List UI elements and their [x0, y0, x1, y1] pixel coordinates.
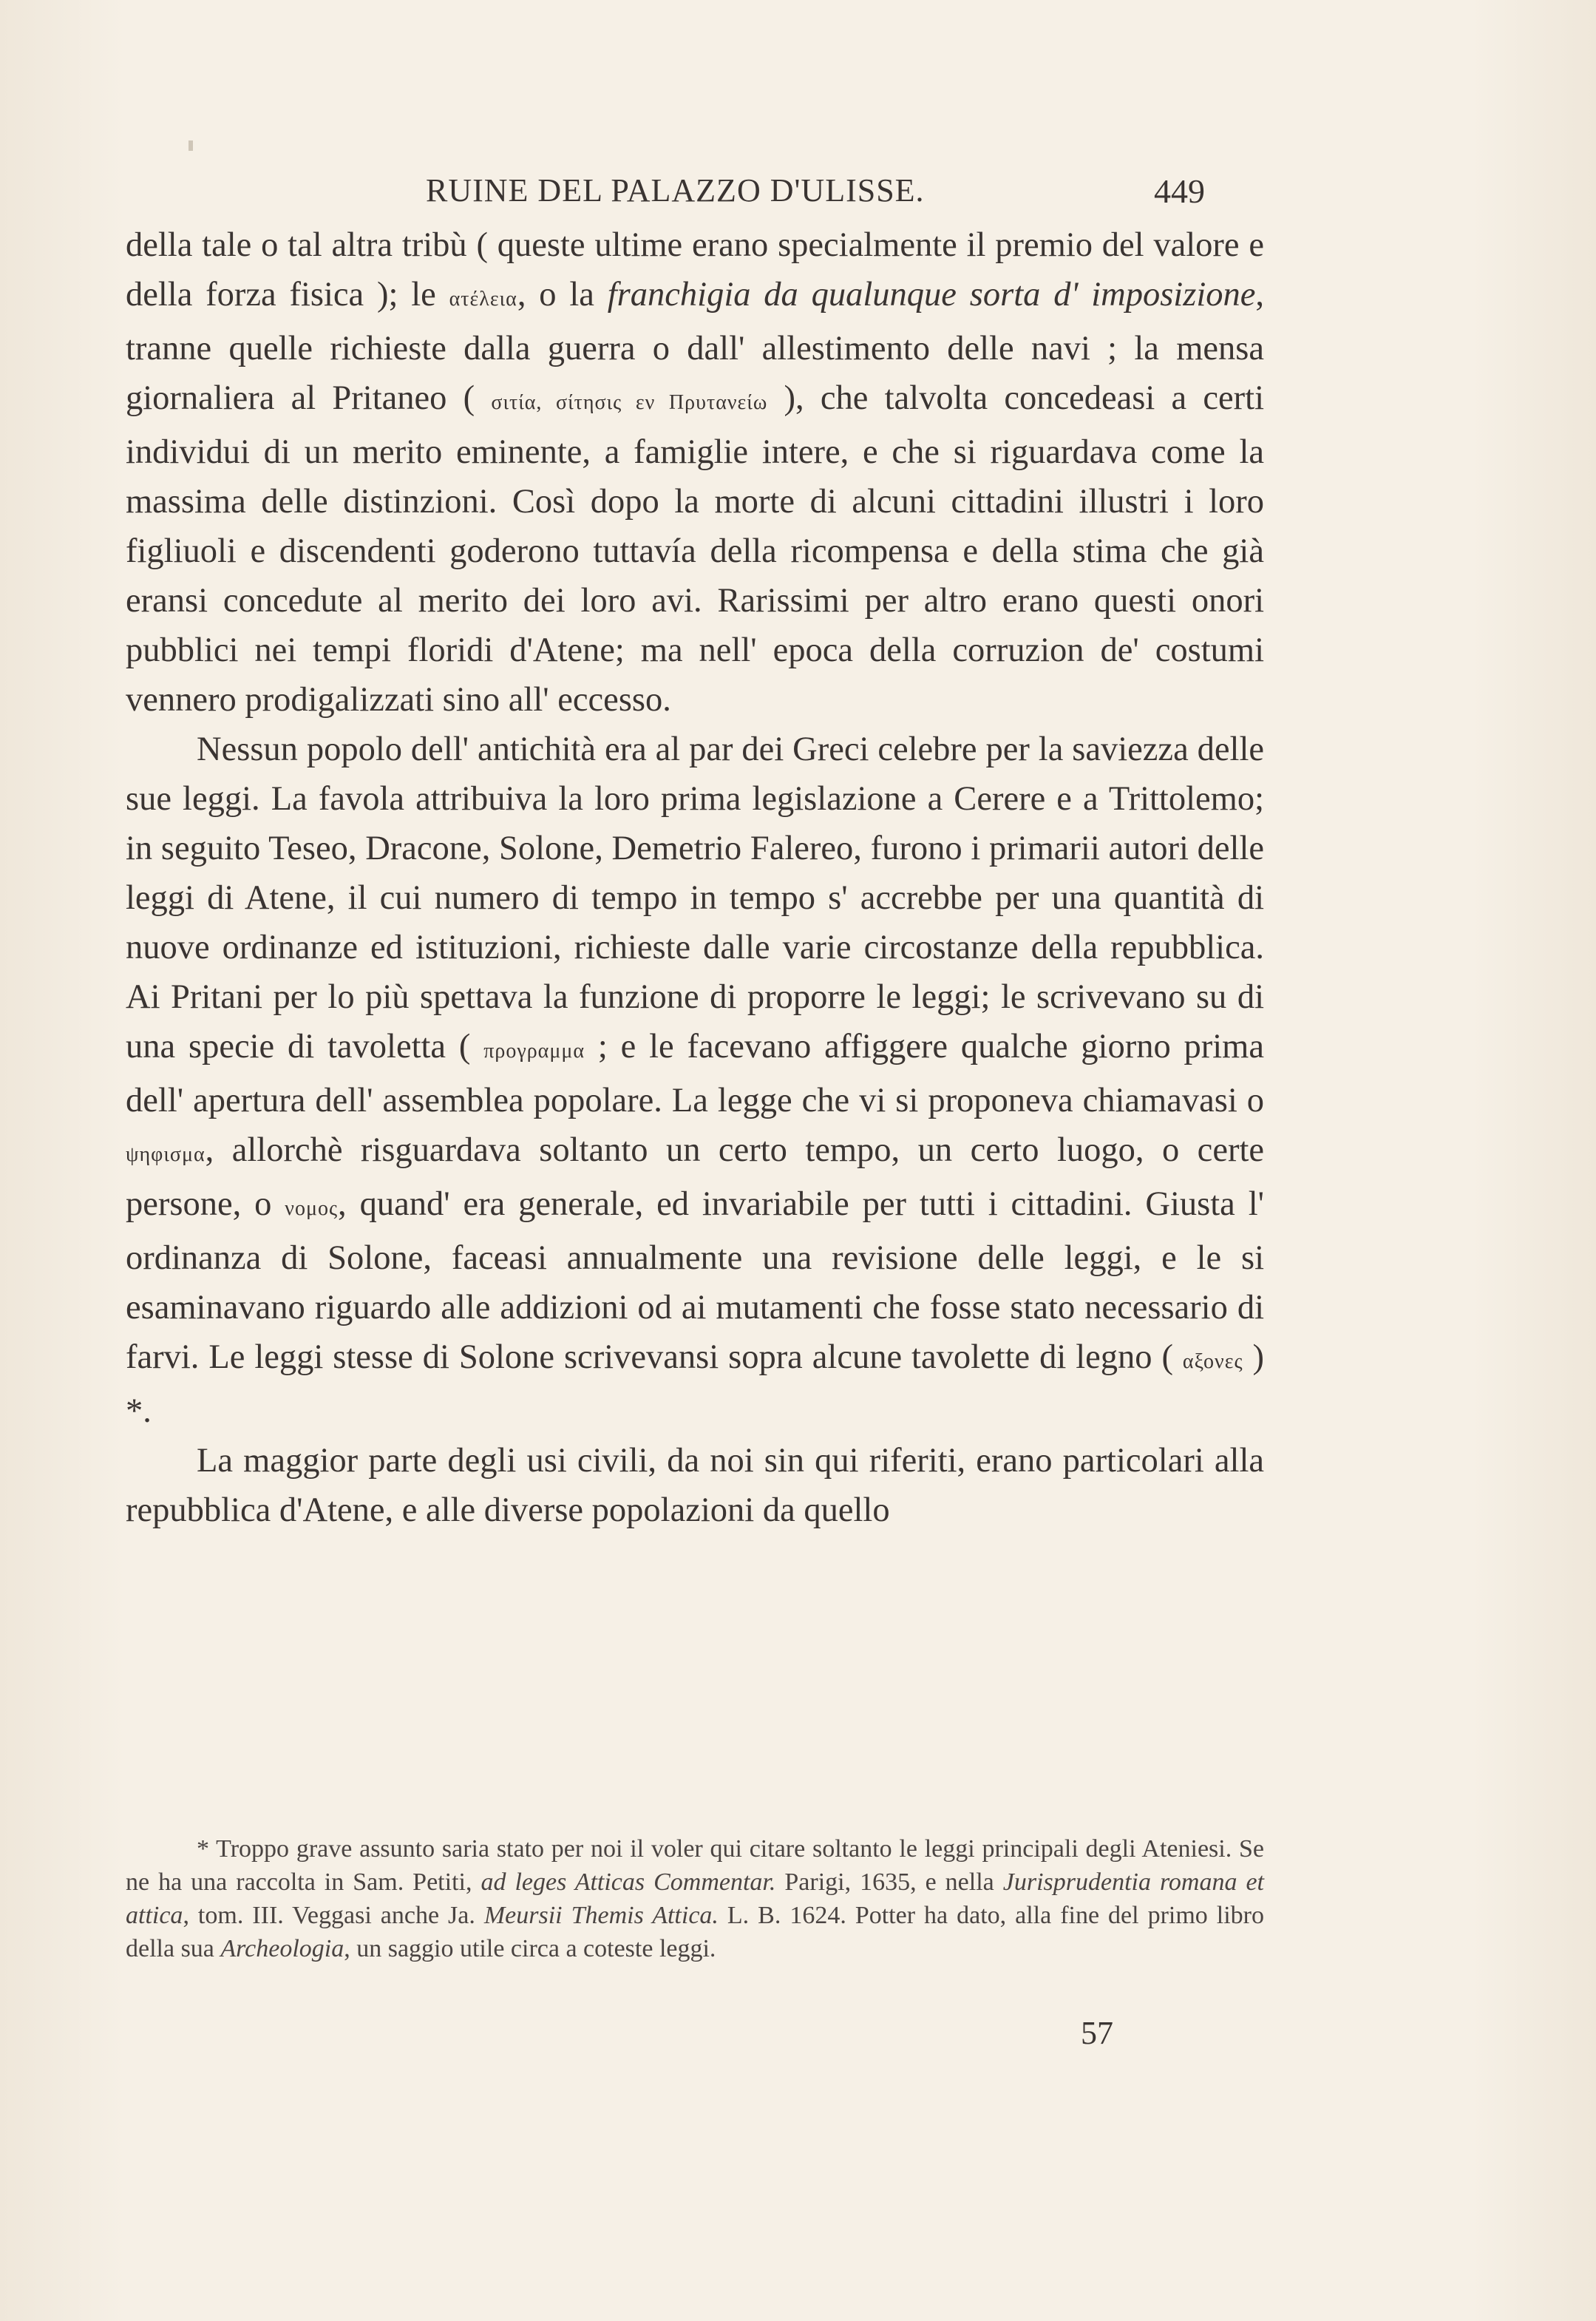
page-number: 449: [1154, 172, 1205, 210]
greek-term: ατέλεια: [449, 288, 517, 311]
italic-title: Archeologia: [220, 1935, 344, 1962]
italic-term: franchigia da qualunque sorta d' imposizione: [607, 276, 1256, 314]
greek-term: προγραμμα: [483, 1040, 585, 1063]
text-run: , o la: [517, 276, 608, 314]
greek-term: νομος: [285, 1197, 339, 1220]
text-run: ; e le facevano affiggere qualche giorno prima dell' apertura dell' assemblea popolare. La legge che vi si proponeva chiamavasi o: [126, 1028, 1264, 1119]
text-run: ), che talvolta concedeasi a certi individui di un merito eminente, a famiglie intere, e che si riguardava come la massima delle distinzioni. Così dopo la morte di alcuni cittadini illustri i loro figliuoli e discendenti goderono tuttavía della ricompensa e della stima che già eransi concedute al merito dei loro avi. Rarissimi per altro erano questi onori pubblici nei tempi floridi d'Atene; ma nell' epoca della corruzion de' costumi vennero prodigalizzati sino all' eccesso.: [126, 379, 1264, 719]
text-run: della tale o tal altra tribù ( queste ultime erano specialmente il premio del valore e della forza fisica ); le: [126, 226, 1264, 314]
text-run: Nessun popolo dell' antichità era al par dei Greci celebre per la saviezza delle sue leggi. La favola attribuiva la loro prima legislazione a Cerere e a Trittolemo; in seguito Teseo, Dracone, Solone, Demetrio Falereo, furono i primarii autori delle leggi di Atene, il cui numero di tempo in tempo s' accrebbe per una quantità di nuove ordinanze ed istituzioni, richieste dalle varie circostanze della repubblica. Ai Pritani per lo più spettava la funzione di proporre le leggi; le scrivevano su di una specie di tavoletta (: [126, 731, 1264, 1065]
text-run: , tom. III. Veggasi anche Ja.: [183, 1902, 484, 1929]
text-run: , tranne quelle richieste dalla guerra o dall' allestimento delle navi ; la mensa giornaliera al Pritaneo (: [126, 276, 1264, 417]
body-text: [126, 220, 1264, 1535]
paragraph-3: La maggior parte degli usi civili, da noi sin qui riferiti, erano particolari alla repubblica d'Atene, e alle diverse popolazioni da quello: [126, 1442, 1264, 1529]
text-run: , allorchè risguardava soltanto un certo tempo, un certo luogo, o certe persone, o: [126, 1131, 1264, 1223]
text-run: , un saggio utile circa a coteste leggi.: [344, 1935, 716, 1962]
page-blemish: [189, 140, 193, 151]
italic-title: Jurisprudentia romana et attica: [126, 1868, 1265, 1929]
paragraph-2: [126, 725, 1264, 1436]
footnote: [126, 1832, 1264, 1965]
text-run: L. B. 1624. Potter ha dato, alla fine del primo libro della sua: [126, 1902, 1264, 1962]
italic-title: ad leges Atticas Commentar.: [481, 1868, 776, 1896]
text-run: , quand' era generale, ed invariabile per tutti i cittadini. Giusta l' ordinanza di Solone, faceasi annualmente una revisione delle leggi, e le si esaminavano riguardo alle addizioni od ai mutamenti che fosse stato necessario di farvi. Le leggi stesse di Solone scrivevansi sopra alcune tavolette di legno (: [126, 1185, 1264, 1376]
text-run: Parigi, 1635, e nella: [775, 1868, 1003, 1896]
page-header: [126, 172, 1205, 216]
footnote-text: [126, 1832, 1264, 1965]
text-run: * Troppo grave assunto saria stato per noi il voler qui citare soltanto le leggi principali degli Ateniesi. Se ne ha una raccolta in Sam. Petiti,: [126, 1835, 1264, 1896]
greek-term: σιτία, σίτησις εν Πρυτανείω: [491, 391, 768, 414]
signature-mark: 57: [1081, 2015, 1113, 2051]
text-run: ) *.: [126, 1338, 1264, 1430]
italic-title: Meursii Themis Attica.: [483, 1902, 719, 1929]
running-title: RUINE DEL PALAZZO D'ULISSE.: [426, 172, 925, 209]
greek-term: αξονες: [1182, 1350, 1243, 1373]
greek-term: ψηφισμα: [126, 1143, 206, 1166]
paragraph-1: [126, 220, 1264, 725]
